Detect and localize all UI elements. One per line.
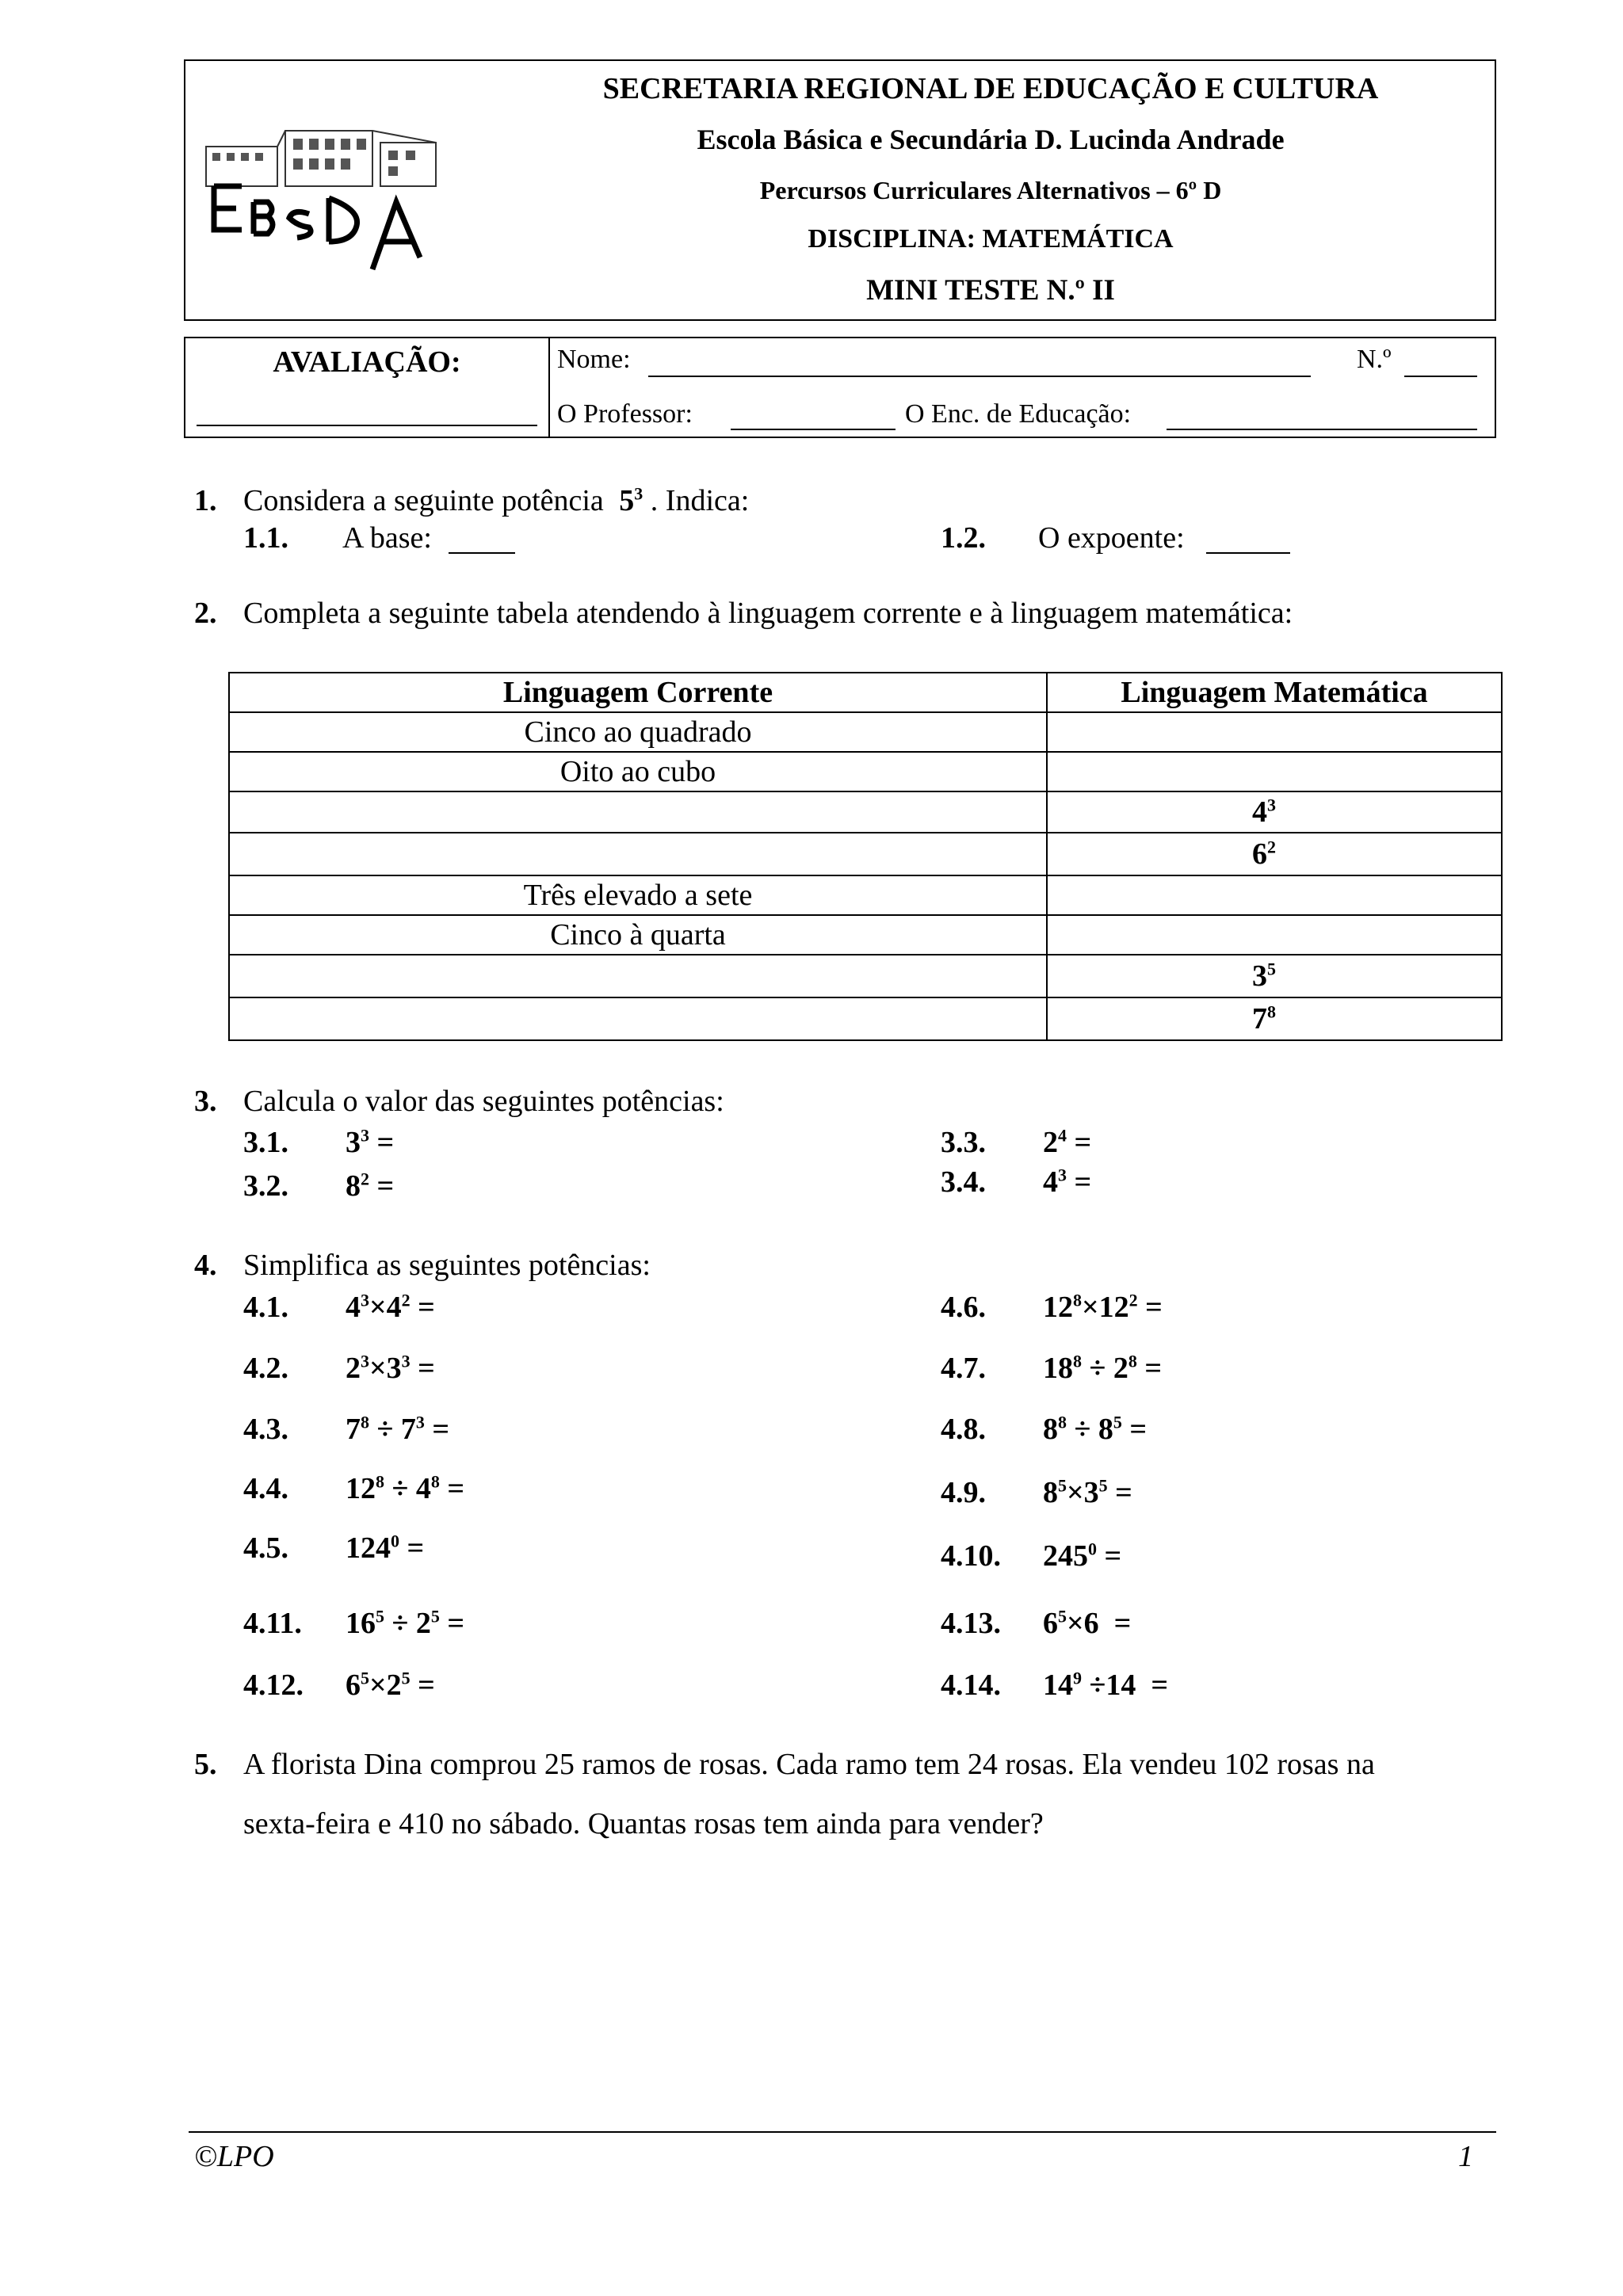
q4-9-number: 4.9. [941,1476,986,1509]
q1-text2: . Indica: [650,484,750,517]
q4-13-number: 4.13. [941,1607,1001,1640]
numero-field[interactable] [1404,376,1477,377]
page-number: 1 [1458,2140,1473,2173]
enc-educacao-label: O Enc. de Educação: [905,399,1132,429]
language-table [228,672,1503,1041]
q4-6-expression[interactable]: $12^8\times 12^2$ = [1043,1290,1163,1324]
q3-4-number: 3.4. [941,1165,986,1199]
info-divider [548,337,550,438]
q4-10-expression[interactable]: $245^0$ = [1043,1539,1122,1573]
q3-text: Calcula o valor das seguintes potências: [243,1085,724,1118]
table-row [229,752,1502,791]
q1-power: $5^3$ [619,483,643,517]
q4-8-expression[interactable]: $8^8 \div 8^5$ = [1043,1412,1148,1446]
q3-1-expression[interactable]: $3^3$ = [346,1125,395,1159]
q1-statement [243,483,749,518]
table-cell-lm[interactable]: $3^5$ [1047,955,1502,997]
table-cell-lm[interactable]: $7^8$ [1047,997,1502,1040]
table-row [229,833,1502,875]
col-linguagem-corrente: Linguagem Corrente [229,673,1047,712]
header-secretaria: SECRETARIA REGIONAL DE EDUCAÇÃO E CULTURA [602,72,1379,105]
q4-14-expression[interactable]: $14^9 \div 14$ = [1043,1668,1169,1702]
table-cell-lm[interactable] [1047,712,1502,752]
q3-3-number: 3.3. [941,1126,986,1159]
q4-9-expression[interactable]: $8^5\times 3^5$ = [1043,1475,1132,1509]
table-cell-lc[interactable] [229,791,1047,833]
table-cell-lc[interactable]: Oito ao cubo [229,752,1047,791]
q3-1-number: 3.1. [243,1126,288,1159]
q4-7-number: 4.7. [941,1352,986,1385]
table-row [229,875,1502,915]
table-row [229,955,1502,997]
q2-text: Completa a seguinte tabela atendendo à linguagem corrente e à linguagem matemática: [243,597,1293,630]
table-cell-lc[interactable] [229,955,1047,997]
q3-2-number: 3.2. [243,1169,288,1203]
footer-copyright: ©LPO [194,2140,274,2173]
q4-text: Simplifica as seguintes potências: [243,1249,651,1282]
table-cell-lc[interactable] [229,997,1047,1040]
q4-11-number: 4.11. [243,1607,302,1640]
table-row [229,712,1502,752]
q1-1-answer-field[interactable] [449,552,515,554]
table-cell-lc[interactable]: Cinco à quarta [229,915,1047,955]
table-cell-lm[interactable]: $6^2$ [1047,833,1502,875]
q4-5-number: 4.5. [243,1531,288,1565]
q4-3-expression[interactable]: $7^8 \div 7^3$ = [346,1412,450,1446]
q4-number: 4. [194,1249,217,1282]
table-cell-lm[interactable] [1047,875,1502,915]
nome-field[interactable] [648,376,1311,377]
q4-2-number: 4.2. [243,1352,288,1385]
q4-11-expression[interactable]: $16^5 \div 2^5$ = [346,1606,465,1640]
header-discipline: DISCIPLINA: MATEMÁTICA [808,224,1174,254]
table-cell-lc[interactable]: Três elevado a sete [229,875,1047,915]
q2-number: 2. [194,597,217,630]
q4-4-expression[interactable]: $12^8 \div 4^8$ = [346,1471,465,1505]
q3-number: 3. [194,1085,217,1118]
col-linguagem-matematica: Linguagem Matemática [1047,673,1502,712]
q4-7-expression[interactable]: $18^8 \div 2^8$ = [1043,1351,1163,1385]
table-header-row [229,673,1502,712]
enc-educacao-field[interactable] [1167,429,1477,430]
q4-3-number: 4.3. [243,1413,288,1446]
table-cell-lm[interactable]: $4^3$ [1047,791,1502,833]
q4-8-number: 4.8. [941,1413,986,1446]
q4-6-number: 4.6. [941,1291,986,1324]
footer-divider [189,2131,1496,2133]
table-cell-lc[interactable] [229,833,1047,875]
table-cell-lm[interactable] [1047,752,1502,791]
q4-12-number: 4.12. [243,1669,304,1702]
header-test-title: MINI TESTE N.º II [866,274,1115,307]
table-row [229,791,1502,833]
avaliacao-label: AVALIAÇÃO: [273,345,461,379]
q1-1-text: A base: [342,521,432,555]
q1-1-number: 1.1. [243,521,288,555]
q4-5-expression[interactable]: $124^0$ = [346,1531,425,1565]
q1-text: Considera a seguinte potência [243,484,604,517]
q1-2-number: 1.2. [941,521,986,555]
q4-14-number: 4.14. [941,1669,1001,1702]
header-course: Percursos Curriculares Alternativos – 6º D [759,176,1222,204]
q3-4-expression[interactable]: $4^3$ = [1043,1165,1092,1199]
q3-2-expression[interactable]: $8^2$ = [346,1169,395,1203]
q5-text-line1: A florista Dina comprou 25 ramos de rosas. Cada ramo tem 24 rosas. Ela vendeu 102 rosas na [243,1748,1375,1781]
avaliacao-field[interactable] [197,425,537,426]
q1-2-answer-field[interactable] [1206,552,1290,554]
q4-2-expression[interactable]: $2^3\times 3^3$ = [346,1351,435,1385]
table-cell-lm[interactable] [1047,915,1502,955]
nome-label: Nome: [557,345,631,374]
professor-label: O Professor: [557,399,693,429]
professor-field[interactable] [731,429,896,430]
q4-1-number: 4.1. [243,1291,288,1324]
table-cell-lc[interactable]: Cinco ao quadrado [229,712,1047,752]
q5-number: 5. [194,1748,217,1781]
q1-number: 1. [194,484,217,517]
numero-label: N.º [1357,345,1392,374]
q4-12-expression[interactable]: $6^5\times 2^5$ = [346,1668,435,1702]
school-logo [198,115,468,273]
header-school-name: Escola Básica e Secundária D. Lucinda Andrade [697,124,1285,155]
q4-4-number: 4.4. [243,1472,288,1505]
table-row [229,915,1502,955]
q1-2-text: O expoente: [1038,521,1185,555]
q4-13-expression[interactable]: $6^5\times 6$ = [1043,1606,1132,1640]
q4-10-number: 4.10. [941,1539,1001,1573]
table-row [229,997,1502,1040]
q3-3-expression[interactable]: $2^4$ = [1043,1125,1092,1159]
q4-1-expression[interactable]: $4^3\times 4^2$ = [346,1290,435,1324]
q5-text-line2: sexta-feira e 410 no sábado. Quantas rosas tem ainda para vender? [243,1807,1044,1840]
